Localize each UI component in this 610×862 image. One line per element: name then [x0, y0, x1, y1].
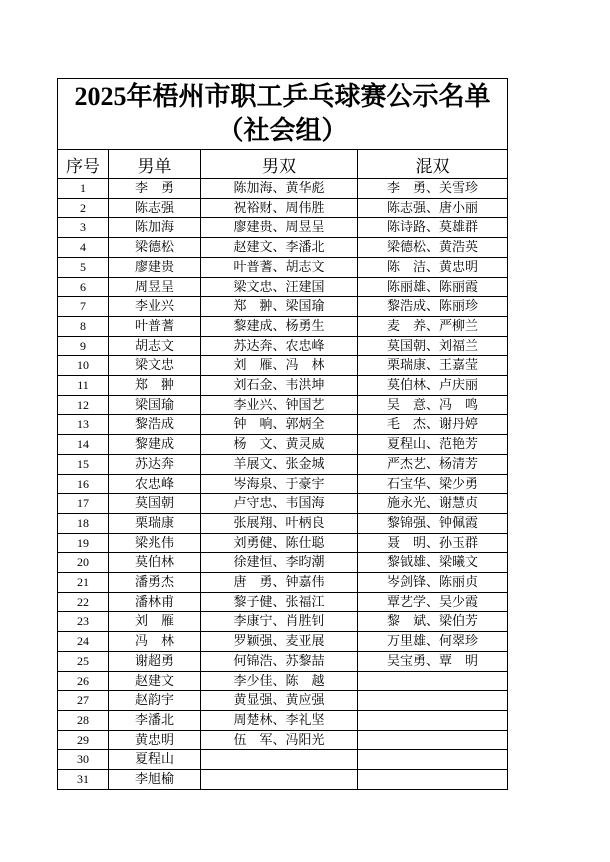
cell-mens-singles: 李旭榆: [109, 770, 201, 790]
cell-mens-singles: 莫伯林: [109, 553, 201, 573]
cell-mens-doubles: 郑 翀、梁国瑜: [201, 297, 358, 317]
table-row: [58, 336, 508, 356]
table-row: [58, 770, 508, 790]
cell-mens-singles: 李潘北: [109, 710, 201, 730]
table-row: [58, 494, 508, 514]
cell-row-number: 6: [58, 277, 109, 297]
cell-mixed-doubles: 莫伯林、卢庆丽: [358, 376, 508, 396]
cell-mixed-doubles: 万里雄、何翠珍: [358, 632, 508, 652]
table-row: [58, 612, 508, 632]
cell-mixed-doubles: 覃艺学、吴少霞: [358, 592, 508, 612]
cell-mixed-doubles: [358, 691, 508, 711]
cell-mens-doubles: 廖建贵、周昱呈: [201, 218, 358, 238]
cell-row-number: 17: [58, 494, 109, 514]
cell-mens-singles: 赵韵宇: [109, 691, 201, 711]
cell-mens-singles: 黎建成: [109, 435, 201, 455]
cell-mens-doubles: 周楚林、李礼坚: [201, 710, 358, 730]
column-header-mixed-doubles: 混双: [358, 150, 508, 179]
table-row: [58, 277, 508, 297]
cell-mixed-doubles: 陈诗路、莫雄群: [358, 218, 508, 238]
cell-mixed-doubles: 黎浩成、陈丽珍: [358, 297, 508, 317]
cell-mens-singles: 梁文忠: [109, 356, 201, 376]
cell-mens-doubles: 祝裕财、周伟胜: [201, 198, 358, 218]
cell-mens-doubles: 徐建恒、李昀潮: [201, 553, 358, 573]
table-row: [58, 730, 508, 750]
cell-mixed-doubles: 黎钺雄、梁曦文: [358, 553, 508, 573]
cell-mens-doubles: 羊展文、张金城: [201, 454, 358, 474]
cell-mens-singles: 谢超勇: [109, 651, 201, 671]
table-row: [58, 573, 508, 593]
cell-mens-singles: 黄忠明: [109, 730, 201, 750]
cell-row-number: 15: [58, 454, 109, 474]
cell-mens-singles: 苏达奔: [109, 454, 201, 474]
cell-mixed-doubles: 李 勇、关雪珍: [358, 179, 508, 199]
cell-mens-singles: 夏程山: [109, 750, 201, 770]
cell-row-number: 21: [58, 573, 109, 593]
cell-mens-singles: 农忠峰: [109, 474, 201, 494]
cell-mens-doubles: 陈加海、黄华彪: [201, 179, 358, 199]
table-row: [58, 198, 508, 218]
table-row: [58, 553, 508, 573]
cell-mens-singles: 莫国朝: [109, 494, 201, 514]
cell-mens-doubles: [201, 770, 358, 790]
cell-row-number: 25: [58, 651, 109, 671]
cell-row-number: 14: [58, 435, 109, 455]
cell-row-number: 30: [58, 750, 109, 770]
cell-row-number: 22: [58, 592, 109, 612]
cell-mens-doubles: 李康宁、肖胜钊: [201, 612, 358, 632]
cell-mixed-doubles: 聂 明、孙玉群: [358, 533, 508, 553]
cell-row-number: 9: [58, 336, 109, 356]
cell-mixed-doubles: 岑剑锋、陈丽贞: [358, 573, 508, 593]
cell-mens-doubles: 钟 响、郭炳全: [201, 415, 358, 435]
cell-mixed-doubles: 梁德松、黄浩英: [358, 238, 508, 258]
table-row: [58, 435, 508, 455]
cell-mens-doubles: 岑海泉、于豪宇: [201, 474, 358, 494]
cell-row-number: 2: [58, 198, 109, 218]
cell-row-number: 3: [58, 218, 109, 238]
cell-mens-singles: 赵建文: [109, 671, 201, 691]
cell-mixed-doubles: 吴宝勇、覃 明: [358, 651, 508, 671]
table-row: [58, 651, 508, 671]
table-row: [58, 474, 508, 494]
cell-mens-doubles: 唐 勇、钟嘉伟: [201, 573, 358, 593]
cell-mixed-doubles: 施永光、谢慧贞: [358, 494, 508, 514]
table-row: [58, 297, 508, 317]
cell-mixed-doubles: [358, 730, 508, 750]
cell-mens-singles: 黎浩成: [109, 415, 201, 435]
cell-mixed-doubles: [358, 750, 508, 770]
cell-mens-doubles: 张展翔、叶柄良: [201, 513, 358, 533]
cell-row-number: 4: [58, 238, 109, 258]
cell-row-number: 8: [58, 316, 109, 336]
cell-row-number: 11: [58, 376, 109, 396]
table-row: [58, 376, 508, 396]
cell-mixed-doubles: 莫国朝、刘福兰: [358, 336, 508, 356]
cell-mens-doubles: 何锦浩、苏黎喆: [201, 651, 358, 671]
cell-row-number: 20: [58, 553, 109, 573]
cell-mixed-doubles: [358, 770, 508, 790]
cell-mens-singles: 周昱呈: [109, 277, 201, 297]
column-header-mens-doubles: 男双: [201, 150, 358, 179]
cell-mixed-doubles: [358, 710, 508, 730]
column-header-no: 序号: [58, 150, 109, 179]
cell-row-number: 29: [58, 730, 109, 750]
column-header-mens-singles: 男单: [109, 150, 201, 179]
cell-row-number: 16: [58, 474, 109, 494]
cell-row-number: 28: [58, 710, 109, 730]
cell-row-number: 27: [58, 691, 109, 711]
cell-mens-doubles: 赵建文、李潘北: [201, 238, 358, 258]
cell-mens-doubles: 黎子健、张福江: [201, 592, 358, 612]
cell-mixed-doubles: 吴 意、冯 鸣: [358, 395, 508, 415]
cell-row-number: 1: [58, 179, 109, 199]
cell-mixed-doubles: 毛 杰、谢丹婷: [358, 415, 508, 435]
table-row: [58, 257, 508, 277]
cell-mens-singles: 李业兴: [109, 297, 201, 317]
cell-mens-doubles: 黎建成、杨勇生: [201, 316, 358, 336]
table-row: [58, 750, 508, 770]
table-row: [58, 671, 508, 691]
cell-mixed-doubles: 石宝华、梁少勇: [358, 474, 508, 494]
table-row: [58, 454, 508, 474]
cell-mixed-doubles: 严杰艺、杨清芳: [358, 454, 508, 474]
cell-mens-doubles: 苏达奔、农忠峰: [201, 336, 358, 356]
cell-mens-singles: 郑 翀: [109, 376, 201, 396]
table-row: [58, 218, 508, 238]
table-row: [58, 513, 508, 533]
cell-mixed-doubles: [358, 671, 508, 691]
cell-mens-singles: 胡志文: [109, 336, 201, 356]
table-title-line1: 2025年梧州市职工乒乓球赛公示名单: [74, 82, 491, 111]
cell-mens-doubles: 卢守忠、韦国海: [201, 494, 358, 514]
column-header-row: [58, 150, 508, 179]
table-row: [58, 238, 508, 258]
title-row: [58, 79, 508, 150]
cell-row-number: 12: [58, 395, 109, 415]
cell-mixed-doubles: 栗瑞康、王嘉莹: [358, 356, 508, 376]
cell-mens-singles: 梁德松: [109, 238, 201, 258]
cell-mens-singles: 栗瑞康: [109, 513, 201, 533]
cell-mens-singles: 潘勇杰: [109, 573, 201, 593]
cell-row-number: 23: [58, 612, 109, 632]
cell-mens-doubles: [201, 750, 358, 770]
cell-row-number: 18: [58, 513, 109, 533]
cell-mixed-doubles: 黎 斌、梁伯芳: [358, 612, 508, 632]
cell-mens-singles: 廖建贵: [109, 257, 201, 277]
cell-mens-doubles: 罗颖强、麦亚展: [201, 632, 358, 652]
cell-row-number: 7: [58, 297, 109, 317]
cell-row-number: 26: [58, 671, 109, 691]
cell-mixed-doubles: 陈志强、唐小丽: [358, 198, 508, 218]
cell-mens-doubles: 杨 文、黄灵威: [201, 435, 358, 455]
table-row: [58, 691, 508, 711]
cell-mens-doubles: 黄显强、黄应强: [201, 691, 358, 711]
cell-mens-singles: 梁兆伟: [109, 533, 201, 553]
table-row: [58, 395, 508, 415]
cell-mens-singles: 陈志强: [109, 198, 201, 218]
cell-row-number: 5: [58, 257, 109, 277]
cell-mixed-doubles: 黎锦强、钟佩霞: [358, 513, 508, 533]
table-row: [58, 592, 508, 612]
cell-mixed-doubles: 夏程山、范艳芳: [358, 435, 508, 455]
table-title-line2: （社会组）: [217, 116, 348, 145]
cell-mens-doubles: 叶普蓍、胡志文: [201, 257, 358, 277]
cell-mixed-doubles: 陈丽雄、陈丽霞: [358, 277, 508, 297]
cell-mixed-doubles: 麦 养、严柳兰: [358, 316, 508, 336]
cell-mens-singles: 冯 林: [109, 632, 201, 652]
cell-mens-singles: 陈加海: [109, 218, 201, 238]
cell-mens-singles: 潘林甫: [109, 592, 201, 612]
cell-row-number: 13: [58, 415, 109, 435]
cell-mixed-doubles: 陈 洁、黄忠明: [358, 257, 508, 277]
cell-mens-doubles: 刘勇健、陈仕聪: [201, 533, 358, 553]
cell-row-number: 10: [58, 356, 109, 376]
table-row: [58, 710, 508, 730]
cell-mens-singles: 李 勇: [109, 179, 201, 199]
roster-table: [57, 78, 508, 790]
cell-mens-singles: 梁国瑜: [109, 395, 201, 415]
cell-mens-doubles: 伍 军、冯阳光: [201, 730, 358, 750]
cell-mens-doubles: 李少佳、陈 越: [201, 671, 358, 691]
table-row: [58, 533, 508, 553]
cell-row-number: 31: [58, 770, 109, 790]
cell-mens-singles: 刘 雁: [109, 612, 201, 632]
table-title: [58, 79, 508, 150]
cell-mens-doubles: 李业兴、钟国艺: [201, 395, 358, 415]
table-row: [58, 316, 508, 336]
table-body: [58, 179, 508, 790]
cell-mens-singles: 叶普蓍: [109, 316, 201, 336]
cell-mens-doubles: 刘石金、韦洪坤: [201, 376, 358, 396]
cell-mens-doubles: 梁文忠、汪建国: [201, 277, 358, 297]
table-row: [58, 415, 508, 435]
cell-row-number: 24: [58, 632, 109, 652]
table-row: [58, 179, 508, 199]
cell-mens-doubles: 刘 雁、冯 林: [201, 356, 358, 376]
table-row: [58, 632, 508, 652]
cell-row-number: 19: [58, 533, 109, 553]
table-row: [58, 356, 508, 376]
